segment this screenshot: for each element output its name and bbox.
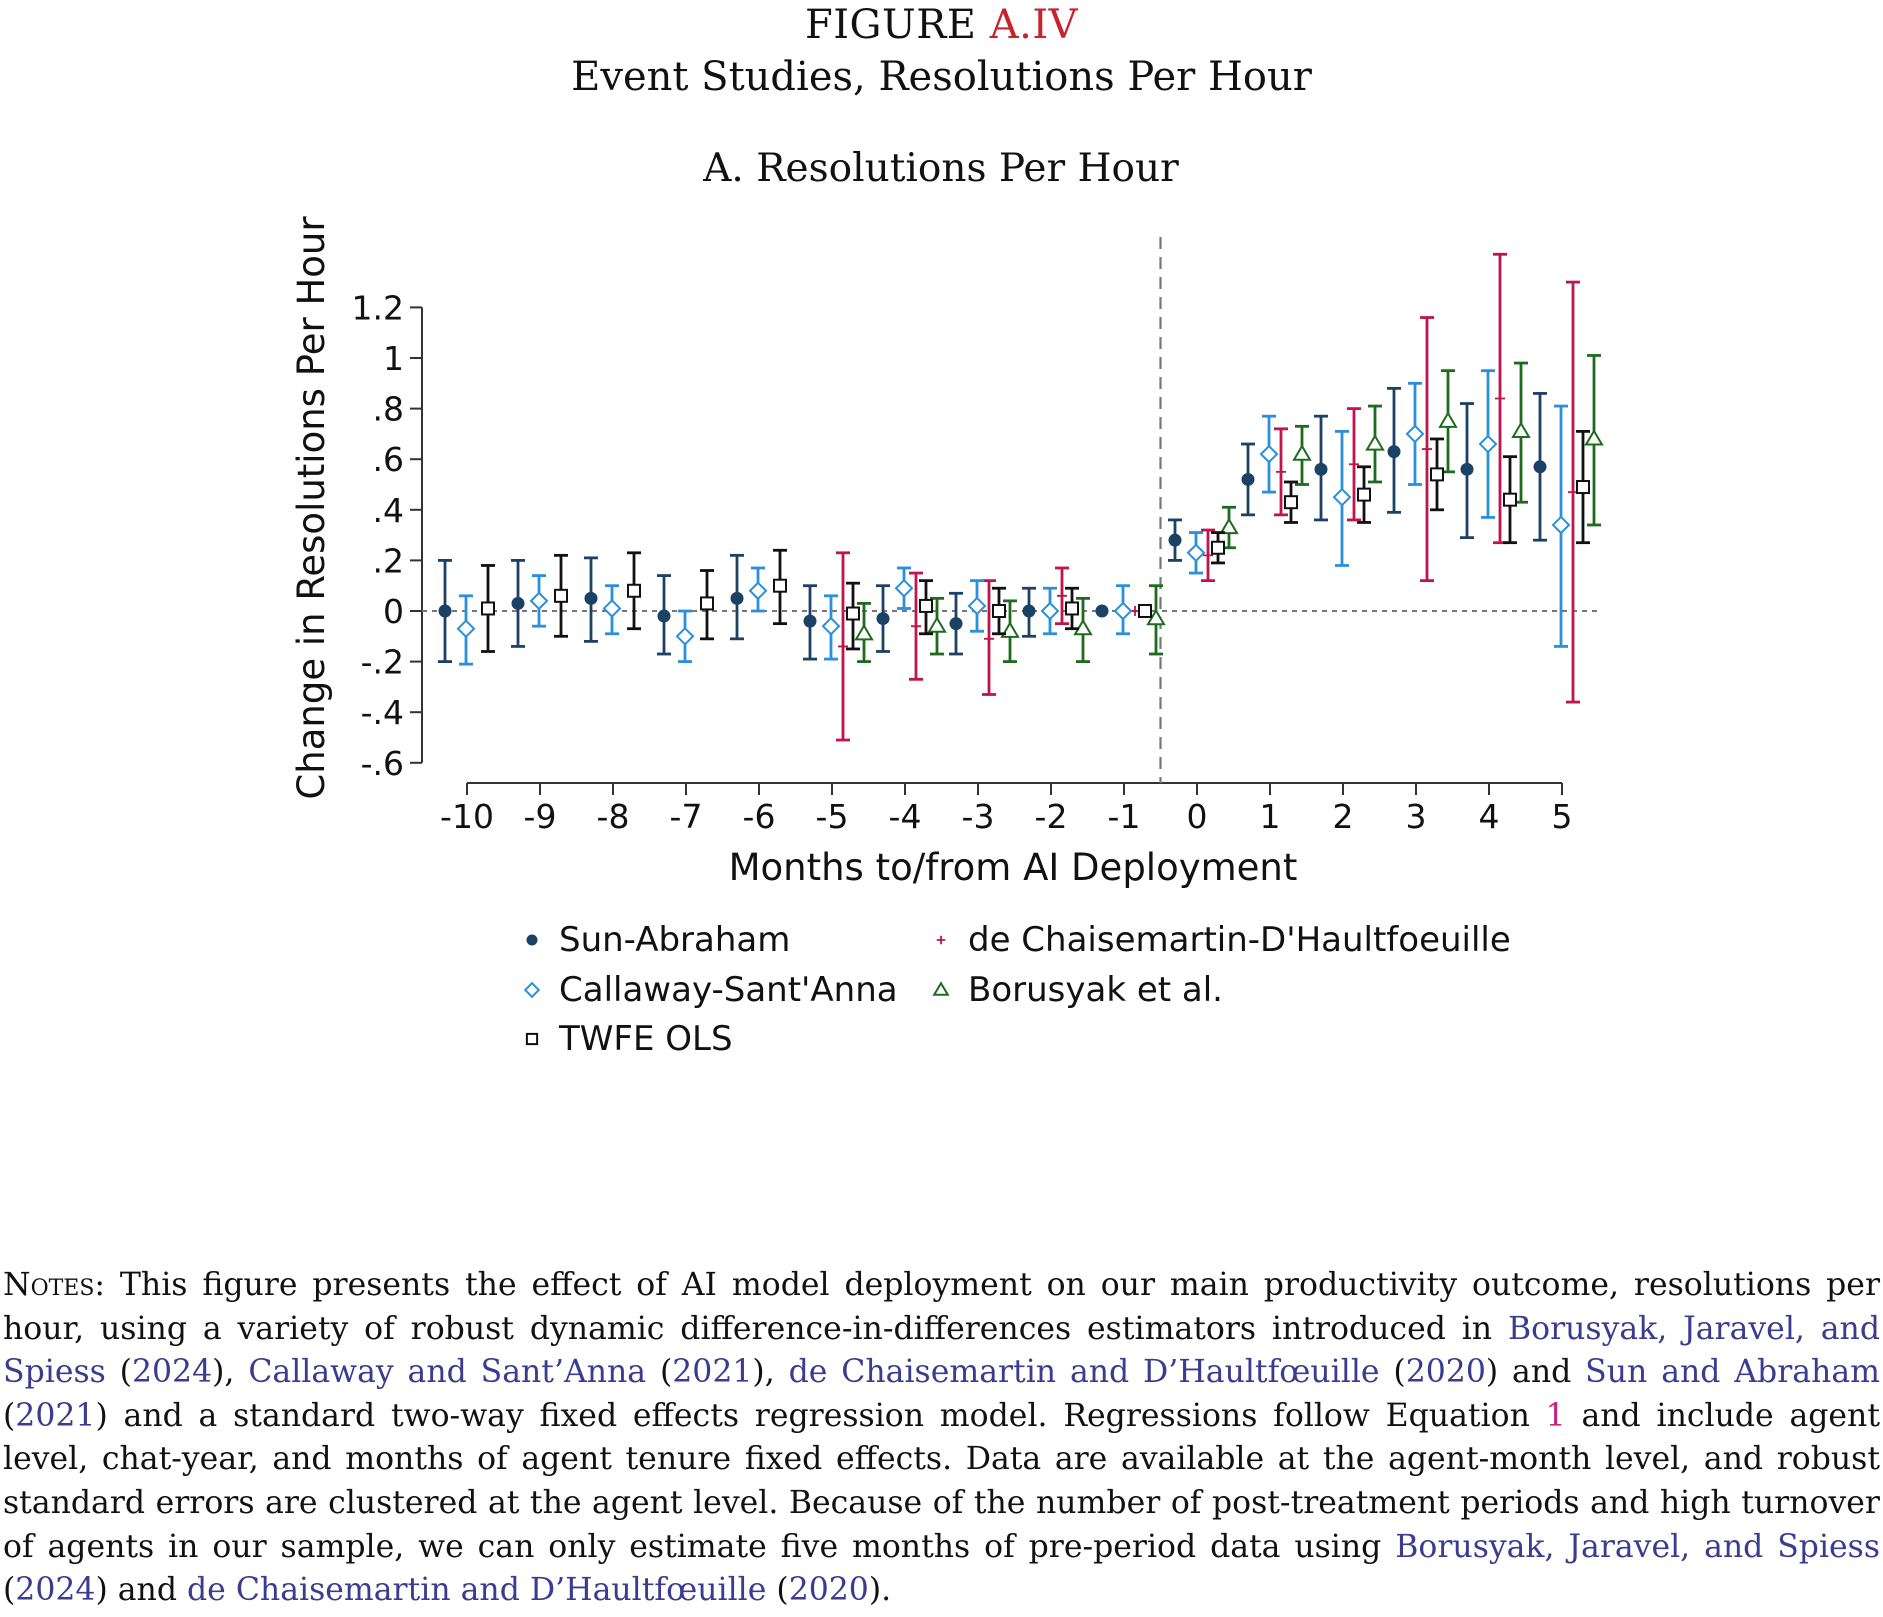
x-axis-label: Months to/from AI Deployment (728, 846, 1298, 889)
marker-diamond (750, 583, 766, 599)
marker-circle (1242, 473, 1255, 486)
citation-year-link[interactable]: 2020 (1405, 1354, 1486, 1391)
x-tick-label: -4 (888, 797, 922, 836)
legend-label: de Chaisemartin-D'Haultfoeuille (968, 920, 1511, 960)
y-tick-label: 1 (383, 339, 404, 378)
data-point (1138, 605, 1152, 617)
notes-text: ( (3, 1397, 16, 1434)
notes-text: ), (212, 1354, 249, 1391)
marker-diamond (677, 628, 693, 644)
notes-text: ( (766, 1572, 789, 1609)
legend-label: Sun-Abraham (559, 920, 791, 960)
x-tick-label: -1 (1107, 797, 1141, 836)
marker-square (1285, 496, 1297, 508)
marker-square (1212, 542, 1224, 554)
marker-triangle (1440, 413, 1456, 427)
x-tick-label: 4 (1478, 797, 1500, 836)
marker-diamond (1261, 446, 1277, 462)
data-point (823, 596, 839, 659)
marker-circle (1023, 605, 1036, 618)
data-point (1334, 431, 1350, 565)
marker-diamond (1334, 489, 1350, 505)
figure-label-prefix: FIGURE (804, 2, 990, 48)
data-point (1201, 530, 1215, 581)
data-point (876, 586, 890, 652)
notes-text: and include agent level, chat-year, and months of agent tenure fixed effects. Data are available at the agent-month level, and robust standard errors are clustered at the agent level. Because of the number of post-treatment periods and high turnover of agents in our sample, we can only estimate five months of pre-period data using (3, 1397, 1880, 1565)
marker-square (1066, 602, 1078, 614)
data-point (1407, 383, 1423, 484)
legend-item (934, 970, 1223, 1010)
marker-square (1504, 494, 1516, 506)
notes-text: ( (105, 1354, 132, 1391)
marker-diamond (1188, 545, 1204, 561)
data-point (438, 560, 452, 661)
marker-diamond (1042, 603, 1058, 619)
data-point (969, 581, 985, 632)
data-point (919, 581, 933, 634)
data-point (730, 555, 744, 638)
citation-year-link[interactable]: 2021 (672, 1354, 753, 1391)
marker-triangle (1221, 520, 1237, 534)
data-point (1440, 371, 1456, 472)
data-point (1211, 533, 1225, 563)
marker-circle (658, 610, 671, 623)
y-tick-label: .6 (372, 440, 404, 480)
x-tick-label: -10 (440, 797, 494, 836)
marker-plus (911, 621, 921, 631)
data-point (458, 596, 474, 664)
legend-label: Callaway-Sant'Anna (559, 970, 898, 1010)
marker-circle (439, 605, 452, 618)
data-point (627, 553, 641, 629)
marker-plus (1495, 393, 1505, 403)
notes-text: This figure presents the effect of AI model deployment on our main productivity outcome, resolutions per hour, using a variety of robust dynamic difference-in-differences estimators introduced in (3, 1267, 1880, 1347)
data-point (1241, 444, 1255, 515)
marker-diamond (896, 580, 912, 596)
data-point (481, 565, 495, 651)
x-tick-label: 2 (1332, 797, 1354, 836)
data-point (949, 593, 963, 654)
marker-circle (1534, 460, 1547, 473)
data-point (1480, 371, 1496, 518)
x-tick-label: 1 (1259, 797, 1281, 836)
marker-diamond (1553, 517, 1569, 533)
data-point (1586, 355, 1602, 525)
marker-circle (731, 592, 744, 605)
citation-link[interactable]: Borusyak, Jaravel, and Spiess (1395, 1528, 1880, 1565)
x-tick-label: -5 (815, 797, 849, 836)
marker-square (527, 1034, 537, 1044)
marker-triangle (1586, 431, 1602, 445)
marker-plus (937, 936, 946, 945)
marker-square (920, 600, 932, 612)
legend (525, 920, 1511, 1059)
citation-link[interactable]: Callaway and Sant’Anna (248, 1354, 647, 1391)
figure-notes (3, 1264, 1880, 1613)
legend-item (937, 920, 1511, 960)
data-point (584, 558, 598, 641)
y-tick-label: .2 (372, 541, 404, 581)
notes-text: ( (3, 1572, 16, 1609)
y-tick-label: 1.2 (351, 288, 404, 328)
data-point (554, 555, 568, 636)
data-point (1347, 409, 1361, 520)
series-borusyak-et-al- (856, 355, 1602, 661)
marker-plus (1276, 467, 1286, 477)
x-tick-label: -8 (596, 797, 630, 836)
x-tick-label: -3 (961, 797, 995, 836)
citation-year-link[interactable]: 2024 (131, 1354, 213, 1391)
data-point (1460, 404, 1474, 538)
x-tick-label: -6 (742, 797, 776, 836)
notes-text: ) and (95, 1572, 188, 1609)
data-point (1096, 605, 1109, 618)
legend-label: Borusyak et al. (968, 970, 1223, 1010)
data-point (1357, 467, 1371, 523)
marker-diamond (1407, 426, 1423, 442)
data-point (773, 550, 787, 623)
marker-square (1431, 468, 1443, 480)
marker-diamond (604, 600, 620, 616)
data-point (1367, 406, 1383, 482)
data-point (1503, 457, 1517, 543)
data-point (1533, 393, 1547, 540)
data-point (1188, 533, 1204, 573)
figure-title: Event Studies, Resolutions Per Hour (571, 54, 1312, 100)
citation-link[interactable]: de Chaisemartin and D’Haultfœuille (788, 1354, 1380, 1391)
data-point (803, 586, 817, 659)
marker-triangle (856, 626, 872, 640)
y-tick-label: -.2 (360, 642, 404, 682)
y-tick-label: 0 (383, 592, 404, 631)
x-tick-label: -7 (669, 797, 703, 836)
notes-text: ) and a standard two-way fixed effects regression model. Regressions follow Equation (95, 1397, 1546, 1434)
x-tick-label: 5 (1551, 797, 1573, 836)
data-point (750, 568, 766, 611)
data-point (992, 588, 1006, 634)
marker-diamond (458, 621, 474, 637)
legend-label: TWFE OLS (559, 1019, 733, 1059)
data-point (657, 576, 671, 654)
data-point (1513, 363, 1529, 502)
marker-triangle (934, 983, 948, 995)
marker-plus (1422, 444, 1432, 454)
notes-lead: Notes: (3, 1267, 106, 1303)
marker-circle (1461, 463, 1474, 476)
legend-item (525, 970, 897, 1010)
marker-circle (950, 617, 963, 630)
citation-year-link[interactable]: 2024 (15, 1572, 96, 1609)
y-axis-label: Change in Resolutions Per Hour (290, 216, 333, 800)
marker-diamond (1480, 436, 1496, 452)
marker-square (628, 585, 640, 597)
x-tick-label: 0 (1186, 797, 1208, 836)
notes-text: ( (646, 1354, 673, 1391)
citation-year-link[interactable]: 2020 (788, 1572, 869, 1609)
marker-square (1358, 489, 1370, 501)
x-tick-label: -2 (1034, 797, 1068, 836)
citation-year-link[interactable]: 2021 (15, 1397, 96, 1434)
data-point (700, 571, 714, 639)
marker-circle (512, 597, 525, 610)
notes-text: ) and (1485, 1354, 1586, 1391)
y-tick-label: .4 (372, 490, 404, 530)
marker-square (482, 602, 494, 614)
marker-square (701, 597, 713, 609)
citation-link[interactable]: Sun and Abraham (1585, 1354, 1880, 1391)
panel-title: A. Resolutions Per Hour (703, 146, 1179, 191)
data-point (1420, 318, 1434, 581)
marker-circle (804, 615, 817, 628)
data-point (1284, 482, 1298, 522)
marker-circle (526, 934, 537, 945)
series-callaway-sant-anna (458, 371, 1569, 664)
marker-square (555, 590, 567, 602)
notes-text: ( (1379, 1354, 1406, 1391)
data-point (677, 611, 693, 662)
marker-square (1139, 605, 1151, 617)
data-point (511, 560, 525, 646)
marker-plus (1057, 591, 1067, 601)
marker-circle (1096, 605, 1109, 618)
notes-text: ). (868, 1572, 892, 1609)
series-sun-abraham (438, 388, 1547, 661)
data-point (1168, 520, 1182, 560)
data-point (1314, 416, 1328, 520)
marker-diamond (823, 618, 839, 634)
marker-triangle (1367, 436, 1383, 450)
citation-link[interactable]: Borusyak, Jaravel, and Spiess (3, 1310, 1880, 1391)
marker-triangle (1513, 423, 1529, 437)
marker-square (774, 580, 786, 592)
data-point (1022, 588, 1036, 636)
marker-circle (1169, 534, 1182, 547)
y-tick-label: .8 (372, 389, 404, 429)
marker-square (993, 605, 1005, 617)
marker-circle (877, 612, 890, 625)
data-point (1387, 388, 1401, 512)
data-point (836, 553, 850, 740)
marker-triangle (1294, 446, 1310, 460)
legend-item (526, 920, 790, 960)
x-tick-label: 3 (1405, 797, 1427, 836)
marker-circle (1388, 445, 1401, 458)
data-point (982, 581, 996, 695)
marker-triangle (929, 618, 945, 632)
data-point (1115, 586, 1131, 634)
marker-diamond (531, 593, 547, 609)
marker-plus (984, 634, 994, 644)
marker-square (847, 608, 859, 620)
data-point (1042, 588, 1058, 634)
marker-circle (585, 592, 598, 605)
equation-link[interactable]: 1 (1545, 1397, 1566, 1434)
data-point (1430, 439, 1444, 510)
marker-square (1577, 481, 1589, 493)
data-point (1294, 426, 1310, 484)
marker-diamond (1115, 603, 1131, 619)
citation-link[interactable]: de Chaisemartin and D’Haultfœuille (187, 1572, 767, 1609)
data-point (604, 586, 620, 634)
data-point (531, 576, 547, 627)
x-tick-label: -9 (523, 797, 557, 836)
figure-number: A.IV (989, 2, 1079, 48)
notes-text: ), (752, 1354, 789, 1391)
marker-circle (1315, 463, 1328, 476)
series-twfe-ols (481, 431, 1590, 651)
legend-item (527, 1019, 733, 1059)
y-tick-label: -.6 (360, 743, 404, 783)
y-tick-label: -.4 (360, 693, 404, 733)
marker-diamond (525, 983, 539, 997)
